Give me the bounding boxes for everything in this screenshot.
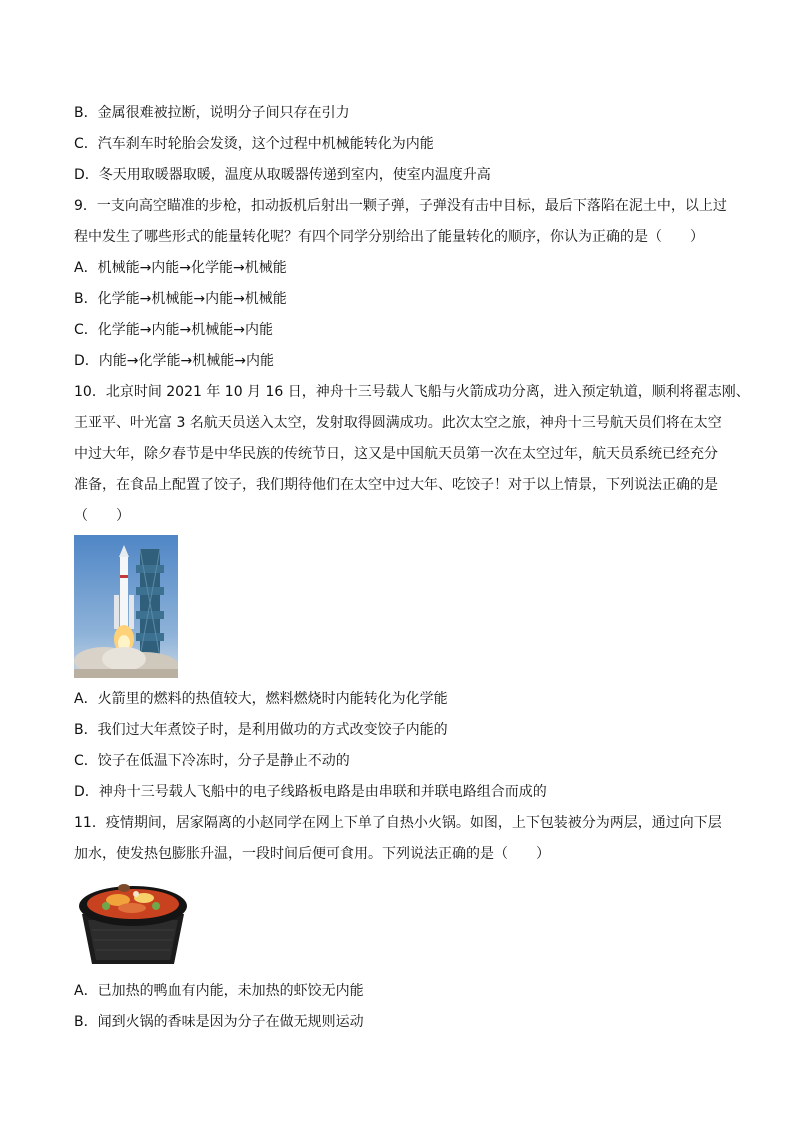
exam-page [74, 98, 750, 1038]
q10-option-d: D．神舟十三号载人飞船中的电子线路板电路是由串联和并联电路组合而成的 [74, 784, 547, 800]
q11-option-b: B．闻到火锅的香味是因为分子在做无规则运动 [74, 1014, 364, 1030]
q11-stem-line-2: 加水，使发热包膨胀升温，一段时间后便可食用。下列说法正确的是（ ） [74, 846, 550, 862]
q10-stem-line-4: 准备，在食品上配置了饺子，我们期待他们在太空中过大年、吃饺子！对于以上情景，下列说法正确的是 [74, 477, 718, 493]
rocket-launch-image [74, 535, 178, 678]
q9-option-a: A．机械能→内能→化学能→机械能 [74, 260, 287, 276]
q8-option-c: C．汽车刹车时轮胎会发烫，这个过程中机械能转化为内能 [74, 136, 434, 152]
q11-option-a: A．已加热的鸭血有内能，未加热的虾饺无内能 [74, 983, 364, 999]
q10-stem-line-2: 王亚平、叶光富 3 名航天员送入太空，发射取得圆满成功。此次太空之旅，神舟十三号航天员们将在太空 [74, 415, 722, 431]
q10-stem-line-3: 中过大年，除夕春节是中华民族的传统节日，这又是中国航天员第一次在太空过年，航天员系统已经充分 [74, 446, 718, 462]
self-heating-hotpot-image [74, 876, 192, 972]
q9-option-d: D．内能→化学能→机械能→内能 [74, 353, 274, 369]
q8-option-b: B．金属很难被拉断，说明分子间只存在引力 [74, 105, 350, 121]
q11-stem-line-1: 11．疫情期间，居家隔离的小赵同学在网上下单了自热小火锅。如图，上下包装被分为两层，通过向下层 [74, 815, 722, 831]
q10-option-a: A．火箭里的燃料的热值较大，燃料燃烧时内能转化为化学能 [74, 691, 448, 707]
q8-option-d: D．冬天用取暖器取暖，温度从取暖器传递到室内，使室内温度升高 [74, 167, 491, 183]
q10-stem-line-5: （ ） [74, 508, 130, 524]
q10-stem-line-1: 10．北京时间 2021 年 10 月 16 日，神舟十三号载人飞船与火箭成功分离，进入预定轨道，顺利将翟志刚、 [74, 384, 750, 400]
q10-option-b: B．我们过大年煮饺子时，是利用做功的方式改变饺子内能的 [74, 722, 448, 738]
q10-option-c: C．饺子在低温下冷冻时，分子是静止不动的 [74, 753, 350, 769]
q9-option-c: C．化学能→内能→机械能→内能 [74, 322, 273, 338]
q9-option-b: B．化学能→机械能→内能→机械能 [74, 291, 287, 307]
q9-stem-line-2: 程中发生了哪些形式的能量转化呢？有四个同学分别给出了能量转化的顺序，你认为正确的是（ ） [74, 229, 704, 245]
q9-stem-line-1: 9．一支向高空瞄准的步枪，扣动扳机后射出一颗子弹，子弹没有击中目标，最后下落陷在泥土中，以上过 [74, 198, 727, 214]
